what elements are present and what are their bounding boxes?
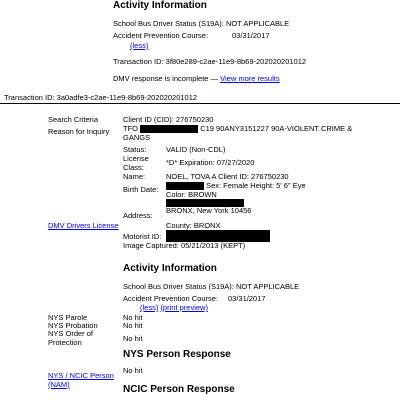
status-label: Status:: [123, 145, 147, 154]
nys-parole-value: No hit: [123, 313, 143, 322]
activity-links: [140, 304, 208, 313]
reason-text-2: GANGS: [123, 133, 151, 142]
reason-label: Reason for Inquiry: [48, 127, 110, 136]
license-class-value: *D* Expiration: 07/27/2020: [166, 158, 255, 167]
name-label: Name:: [123, 172, 146, 181]
nys-order-value: No hit: [123, 334, 143, 343]
accident-label-top: Accident Prevention Course:: [113, 31, 209, 40]
motorist-id-label: Motorist ID:: [123, 232, 162, 241]
nys-ncic-person-link[interactable]: NYS / NCIC Person (NAM): [48, 371, 114, 389]
license-class-label: License Class:: [123, 154, 149, 172]
accident-date: 03/31/2017: [228, 294, 266, 303]
reason-row: [123, 125, 352, 134]
activity-heading: Activity Information: [123, 263, 217, 274]
status-value: VALID (Non-CDL): [166, 145, 226, 154]
nys-order-label: NYS Order of Protection: [48, 329, 94, 347]
nys-person-heading: NYS Person Response: [123, 349, 231, 360]
dmv-incomplete-label: DMV response is incomplete —: [113, 74, 219, 83]
reason-prefix: TFO: [123, 124, 138, 133]
image-captured: Image Captured: 05/21/2013 (KEPT): [123, 241, 246, 250]
eye-color: Color: BROWN: [166, 190, 217, 199]
print-preview-link[interactable]: (print preview): [160, 303, 208, 312]
name-value: NOEL, TOVA A Client ID: 276750230: [166, 172, 289, 181]
search-criteria-label: Search Criteria: [48, 115, 99, 124]
less-link[interactable]: (less): [140, 303, 159, 312]
dmv-drivers-license-link[interactable]: DMV Drivers License: [48, 221, 119, 230]
ncic-person-heading: NCIC Person Response: [123, 384, 235, 395]
nys-probation-value: No hit: [123, 321, 143, 330]
transaction-header: Transaction ID: 3a0adfe3-c2ae-11e9-8b69-202020201012: [4, 93, 198, 102]
nys-ncic-value: No hit: [123, 366, 143, 375]
birth-value: Sex: Female Height: 5' 6" Eye: [206, 181, 306, 190]
reason-text: C19 90ANY3151227 90A-VIOLENT CRIME &: [200, 124, 353, 133]
accident-date-top: 03/31/2017: [232, 31, 270, 40]
less-link-top[interactable]: (less): [130, 41, 149, 50]
transaction-id-top: Transaction ID: 3f80e289-c2ae-11e9-8b69-202020201012: [113, 57, 307, 66]
activity-heading-top: Activity Information: [113, 0, 207, 11]
divider: [0, 103, 400, 104]
county-value: County: BRONX: [166, 221, 221, 230]
address-label: Address:: [123, 211, 153, 220]
birth-date-label: Birth Date:: [123, 185, 159, 194]
address-value: BRONX, New York 10456: [166, 206, 252, 215]
dmv-incomplete-text: [113, 75, 280, 84]
redaction-block: [166, 182, 204, 190]
nys-parole-label: NYS Parole: [48, 313, 88, 322]
bus-status: School Bus Driver Status (S19A): NOT APPLICABLE: [123, 282, 300, 291]
accident-label: Accident Prevention Course:: [123, 294, 219, 303]
bus-status-top: School Bus Driver Status (S19A): NOT APPLICABLE: [113, 19, 290, 28]
nys-probation-label: NYS Probation: [48, 321, 98, 330]
redaction-block: [140, 125, 198, 133]
view-more-results-link[interactable]: View more results: [220, 74, 280, 83]
client-id: Client ID (CID): 276750230: [123, 115, 214, 124]
